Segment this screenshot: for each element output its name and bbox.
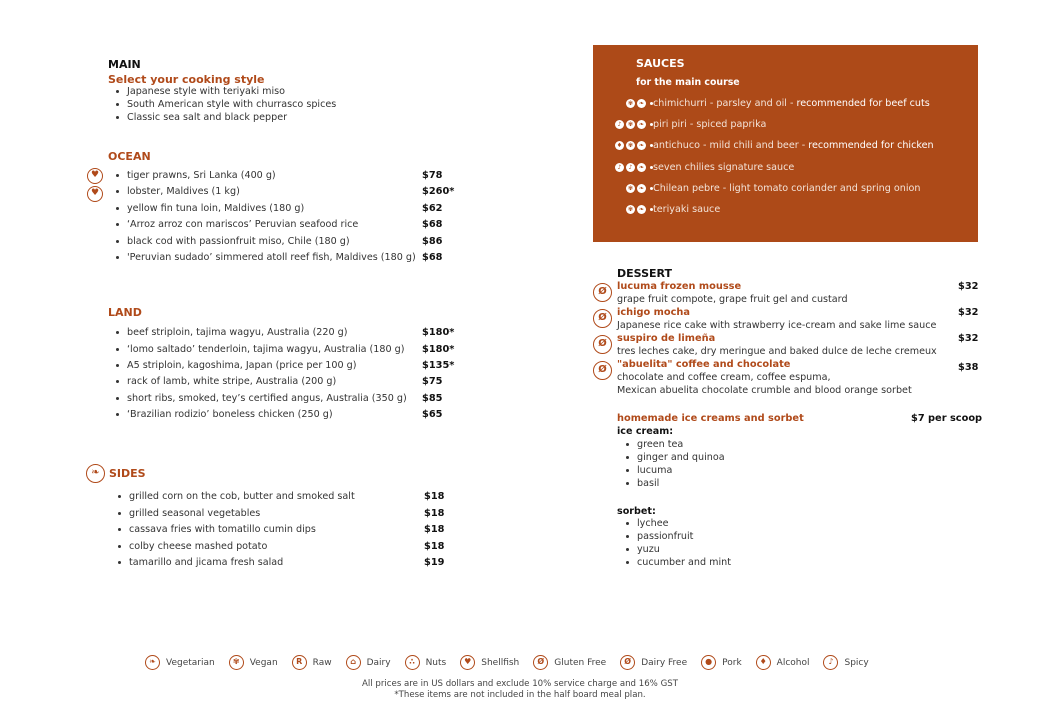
ice_cream-item [626,452,725,463]
vegan-icon: ✾ [627,206,634,213]
bullet [118,528,121,531]
vegan-icon: ✾ [627,142,634,149]
legend-label: Pork [722,657,742,668]
menu-item [118,557,283,568]
cooking-style [116,112,287,123]
sorbet-flavor: cucumber and mint [637,557,731,568]
sauce-recommendation: recommended for chicken [808,140,934,151]
gluten-free-icon: Ø [593,309,612,328]
menu-item [116,376,336,387]
sauce-icons [626,99,653,108]
legend-item [405,655,447,670]
bullet [626,443,629,446]
shellfish-icon: ♥ [87,186,103,202]
bullet [626,482,629,485]
menu-item-name: black cod with passionfruit miso, Chile (180 g) [127,236,350,247]
menu-item-price: $85 [422,393,443,404]
menu-item-name: yellow fin tuna loin, Maldives (180 g) [127,203,305,214]
sauce-name: Chilean pebre - light tomato coriander and spring onion [653,183,921,194]
menu-item [118,508,260,519]
sauces-panel [593,45,978,242]
menu-item-price: $75 [422,376,443,387]
bullet [626,535,629,538]
ice_cream-flavor: ginger and quinoa [637,452,725,463]
dessert-description: chocolate and coffee cream, coffee espuma, [617,372,831,383]
menu-item [116,252,416,263]
menu-item-price: $62 [422,203,443,214]
vegetarian-icon: ❧ [638,164,645,171]
menu-item-price: $18 [424,524,445,535]
bullet [118,495,121,498]
bullet [626,561,629,564]
vegan-icon: ✾ [627,100,634,107]
legend-label: Dairy Free [641,657,688,668]
sorbet-item [626,544,660,555]
menu-item-price: $68 [422,219,443,230]
menu-item-name: ‘Arroz arroz con mariscos’ Peruvian seafood rice [127,219,359,230]
ice-title: homemade ice creams and sorbet [617,413,804,424]
dessert-description: Japanese rice cake with strawberry ice-cream and sake lime sauce [617,320,937,331]
sauces-subtitle: for the main course [636,77,740,88]
bullet [116,207,119,210]
gluten-free-icon: Ø [533,655,548,670]
ice-price: $7 per scoop [911,413,983,424]
sauce-item [593,140,978,154]
sauce-text [653,183,920,194]
sorbet-item [626,531,693,542]
legend-item [460,655,519,670]
spicy-icon: ♪ [615,163,624,172]
bullet [116,223,119,226]
menu-item-name: tamarillo and jicama fresh salad [129,557,284,568]
menu-item-name: beef striploin, tajima wagyu, Australia (220 g) [127,327,348,338]
vegetarian-icon: ❧ [638,142,645,149]
sauces-title: SAUCES [636,57,685,70]
menu-item-name: cassava fries with tomatillo cumin dips [129,524,316,535]
dairy-free-icon: Ø [620,655,635,670]
dairy-icon: ⌂ [346,655,361,670]
sauce-icons [615,163,653,172]
ice_cream-flavor: basil [637,478,660,489]
dessert-description: grape fruit compote, grape fruit gel and custard [617,294,848,305]
menu-item-price: $18 [424,491,445,502]
menu-item [116,344,405,355]
sides-title: SIDES [109,467,146,480]
menu-item-name: colby cheese mashed potato [129,541,268,552]
alcohol-icon: ♦ [616,142,623,149]
sauce-text [653,140,934,151]
cooking-style-label: Japanese style with teriyaki miso [127,86,286,97]
dessert-name: suspiro de limeña [617,333,716,344]
shellfish-icon: ♥ [460,655,475,670]
bullet [626,548,629,551]
legend-label: Vegetarian [166,657,215,668]
sauce-item [593,183,978,197]
menu-item [116,236,350,247]
ice-cream-label: ice cream: [617,426,674,437]
menu-item [118,541,267,552]
bullet [118,545,121,548]
land-title: LAND [108,306,142,319]
vegetarian-icon: ❧ [638,121,645,128]
menu-item [116,170,276,181]
menu-item [116,327,348,338]
sorbet-item [626,557,731,568]
menu-item-name: rack of lamb, white stripe, Australia (200 g) [127,376,337,387]
vegan-icon: ✾ [627,185,634,192]
vegetarian-icon: ❧ [638,206,645,213]
bullet [116,190,119,193]
pork-icon: ● [701,655,716,670]
dessert-title: DESSERT [617,267,672,280]
legend-item [620,655,687,670]
sauce-text [653,162,794,173]
legend-label: Vegan [249,657,278,668]
legend [145,655,883,670]
sorbet-label: sorbet: [617,506,656,517]
dessert-price: $32 [958,307,979,318]
sauce-text [653,98,930,109]
main-title: MAIN [108,58,141,71]
bullet [118,512,121,515]
dessert-name: lucuma frozen mousse [617,281,742,292]
sauce-name: teriyaki sauce [653,204,721,215]
menu-item-name: tiger prawns, Sri Lanka (400 g) [127,170,276,181]
sauce-item [593,98,978,112]
nuts-icon: ∴ [405,655,420,670]
shellfish-icon: ♥ [87,168,103,184]
bullet [116,256,119,259]
menu-item [116,360,357,371]
menu-item-price: $18 [424,508,445,519]
ice_cream-item [626,439,683,450]
menu-item [116,393,407,404]
cooking-style-label: South American style with churrasco spices [127,99,337,110]
menu-item-name: short ribs, smoked, tey’s certified angus, Australia (350 g) [127,393,407,404]
sauce-icons [615,120,653,129]
legend-label: Dairy [366,657,391,668]
bullet [116,364,119,367]
footer-halfboard-note: *These items are not included in the half board meal plan. [394,690,646,700]
sauce-name: seven chilies signature sauce [653,162,795,173]
menu-item-price: $260* [422,186,455,197]
sauce-icons [626,205,653,214]
legend-item [823,655,868,670]
menu-item [116,219,358,230]
dessert-name: "abuelita" coffee and chocolate [617,359,791,370]
legend-item [701,655,742,670]
spicy-icon: ♪ [615,120,624,129]
legend-item [533,655,606,670]
vegan-icon: ✾ [229,655,244,670]
menu-item-name: ‘Brazilian rodizio’ boneless chicken (250 g) [127,409,333,420]
menu-item-price: $86 [422,236,443,247]
dessert-description: Mexican abuelita chocolate crumble and blood orange sorbet [617,385,912,396]
sauce-item [593,162,978,176]
vegan-icon: ✾ [627,121,634,128]
menu-item-name: grilled seasonal vegetables [129,508,261,519]
cooking-style [116,86,285,97]
dessert-price: $38 [958,362,979,373]
spicy-icon: ♪ [823,655,838,670]
menu-item-name: lobster, Maldives (1 kg) [127,186,240,197]
legend-label: Raw [312,657,332,668]
menu-item-name: 'Peruvian sudado’ simmered atoll reef fish, Maldives (180 g) [127,252,416,263]
gluten-free-icon: Ø [593,361,612,380]
cooking-style [116,99,336,110]
menu-item-price: $19 [424,557,445,568]
sauce-text [653,119,766,130]
spicy-icon: ♪ [626,163,635,172]
gluten-free-icon: Ø [593,335,612,354]
menu-item [116,203,304,214]
vegetarian-icon: ❧ [638,185,645,192]
sorbet-flavor: passionfruit [637,531,694,542]
vegetarian-icon: ❧ [638,100,645,107]
dessert-price: $32 [958,281,979,292]
menu-item-price: $68 [422,252,443,263]
sauce-recommendation: recommended for beef cuts [796,98,930,109]
bullet [626,469,629,472]
ice_cream-flavor: lucuma [637,465,673,476]
sauce-icons [615,141,653,150]
menu-item [116,409,333,420]
bullet [116,397,119,400]
ocean-title: OCEAN [108,150,151,163]
menu-item [118,491,355,502]
bullet [116,348,119,351]
legend-label: Gluten Free [554,657,607,668]
dessert-description: tres leches cake, dry meringue and baked dulce de leche cremeux [617,346,937,357]
legend-item [346,655,391,670]
ice_cream-item [626,478,659,489]
legend-label: Shellfish [481,657,520,668]
dessert-price: $32 [958,333,979,344]
main-subtitle: Select your cooking style [108,73,265,86]
raw-icon: R [292,655,307,670]
menu-item [118,524,316,535]
menu-item-name: ‘lomo saltado’ tenderloin, tajima wagyu, Australia (180 g) [127,344,405,355]
menu-item [116,186,240,197]
sauce-name: piri piri - spiced paprika [653,119,767,130]
legend-label: Spicy [844,657,869,668]
bullet [116,240,119,243]
legend-item [292,655,332,670]
bullet [116,413,119,416]
sauce-text [653,204,720,215]
menu-item-price: $18 [424,541,445,552]
sauce-item [593,119,978,133]
menu-item-price: $78 [422,170,443,181]
sauce-name: antichuco - mild chili and beer - [653,140,809,151]
bullet [116,380,119,383]
menu-item-price: $180* [422,327,455,338]
sorbet-flavor: yuzu [637,544,660,555]
menu-item-price: $65 [422,409,443,420]
bullet [116,174,119,177]
alcohol-icon: ♦ [756,655,771,670]
sauce-item [593,204,978,218]
legend-label: Nuts [425,657,447,668]
cooking-style-label: Classic sea salt and black pepper [127,112,288,123]
ice_cream-flavor: green tea [637,439,684,450]
bullet [116,331,119,334]
footer-prices-note: All prices are in US dollars and exclude 10% service charge and 16% GST [362,679,678,689]
legend-item [229,655,278,670]
menu-item-name: A5 striploin, kagoshima, Japan (price per 100 g) [127,360,357,371]
sauce-icons [626,184,653,193]
legend-item [145,655,215,670]
legend-item [756,655,810,670]
dessert-name: ichigo mocha [617,307,690,318]
vegetarian-icon: ❧ [86,464,105,483]
bullet [118,561,121,564]
legend-label: Alcohol [776,657,810,668]
vegetarian-icon: ❧ [145,655,160,670]
gluten-free-icon: Ø [593,283,612,302]
menu-item-name: grilled corn on the cob, butter and smoked salt [129,491,355,502]
bullet [626,456,629,459]
menu-item-price: $180* [422,344,455,355]
sorbet-item [626,518,669,529]
bullet [626,522,629,525]
menu-item-price: $135* [422,360,455,371]
sauce-name: chimichurri - parsley and oil - [653,98,797,109]
ice_cream-item [626,465,672,476]
sorbet-flavor: lychee [637,518,669,529]
